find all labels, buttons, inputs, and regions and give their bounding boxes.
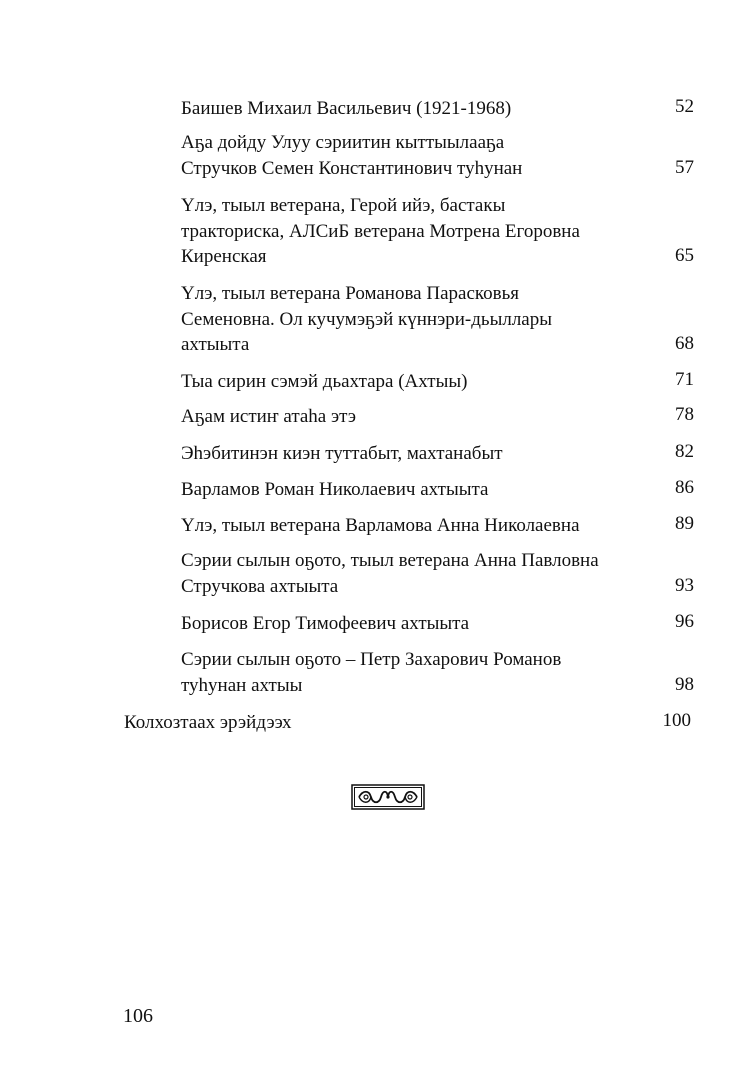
toc-entry xyxy=(181,477,661,503)
toc-entry-page: 86 xyxy=(675,477,694,498)
toc-entry-title: Үлэ, тыыл ветерана, Герой ийэ, бастакы xyxy=(181,195,506,216)
toc-entry-title: ахтыыта xyxy=(181,334,250,355)
toc-entry-page: 98 xyxy=(675,674,694,695)
ornamental-divider-icon xyxy=(351,784,425,810)
toc-entry-title: Семеновна. Ол кучумэҕэй күннэри-дьыллары xyxy=(181,308,553,330)
page-number: 106 xyxy=(123,1005,153,1027)
toc-entry-title: Аҕа дойду Улуу сэриитин кыттыылааҕа xyxy=(181,132,505,153)
toc-entry xyxy=(181,193,661,270)
toc-entry-page: 52 xyxy=(675,96,694,117)
toc-entry-title: Киренская xyxy=(181,246,267,267)
toc-entry-title: тракториска, АЛСиБ ветерана Мотрена Егоровна xyxy=(181,220,580,242)
toc-entry-page: 57 xyxy=(675,157,694,178)
toc-entry xyxy=(181,369,661,395)
toc-entry-title: Тыа сирин сэмэй дьахтара (Ахтыы) xyxy=(181,371,468,392)
toc-entry-title: Колхозтаах эрэйдээх xyxy=(124,712,292,733)
toc-entry-title: Борисов Егор Тимофеевич ахтыыта xyxy=(181,613,470,634)
toc-entry-page: 100 xyxy=(662,710,691,731)
toc-entry xyxy=(181,513,661,539)
toc-entry-title: Варламов Роман Николаевич ахтыыта xyxy=(181,479,489,500)
toc-entry-page: 68 xyxy=(675,333,694,354)
toc-entry xyxy=(181,441,661,467)
toc-entry-title: Сэрии сылын оҕото, тыыл ветерана Анна Павловна xyxy=(181,550,599,571)
toc-entry-page: 96 xyxy=(675,611,694,632)
toc-entry-title: Аҕам истиҥ атаһа этэ xyxy=(181,406,357,427)
toc-entry xyxy=(181,281,661,358)
toc-entry-title: Баишев Михаил Васильевич (1921-1968) xyxy=(181,98,512,119)
toc-entry-title: Стручков Семен Константинович туһунан xyxy=(181,157,523,179)
toc-entry-title: Үлэ, тыыл ветерана Романова Парасковья xyxy=(181,283,520,304)
toc-entry-page: 82 xyxy=(675,441,694,462)
toc-entry-page: 78 xyxy=(675,404,694,425)
toc-entry-title: Үлэ, тыыл ветерана Варламова Анна Николаевна xyxy=(181,515,580,536)
toc-entry-page: 65 xyxy=(675,245,694,266)
toc-entry xyxy=(181,96,661,122)
toc-entry-title: туһунан ахтыы xyxy=(181,674,303,696)
toc-entry-final xyxy=(124,710,604,736)
toc-entry xyxy=(181,647,661,698)
toc-entry xyxy=(181,130,661,181)
toc-entry-title: Стручкова ахтыыта xyxy=(181,575,339,597)
toc-entry xyxy=(181,611,661,637)
toc-entry-page: 89 xyxy=(675,513,694,534)
toc-entry-page: 71 xyxy=(675,369,694,390)
toc-entry xyxy=(181,548,661,599)
toc-entry-title: Эһэбитинэн киэн туттабыт, махтанабыт xyxy=(181,443,503,464)
toc-entry-page: 93 xyxy=(675,575,694,596)
toc-entry xyxy=(181,404,661,430)
toc-entry-title: Сэрии сылын оҕото – Петр Захарович Романов xyxy=(181,649,562,670)
